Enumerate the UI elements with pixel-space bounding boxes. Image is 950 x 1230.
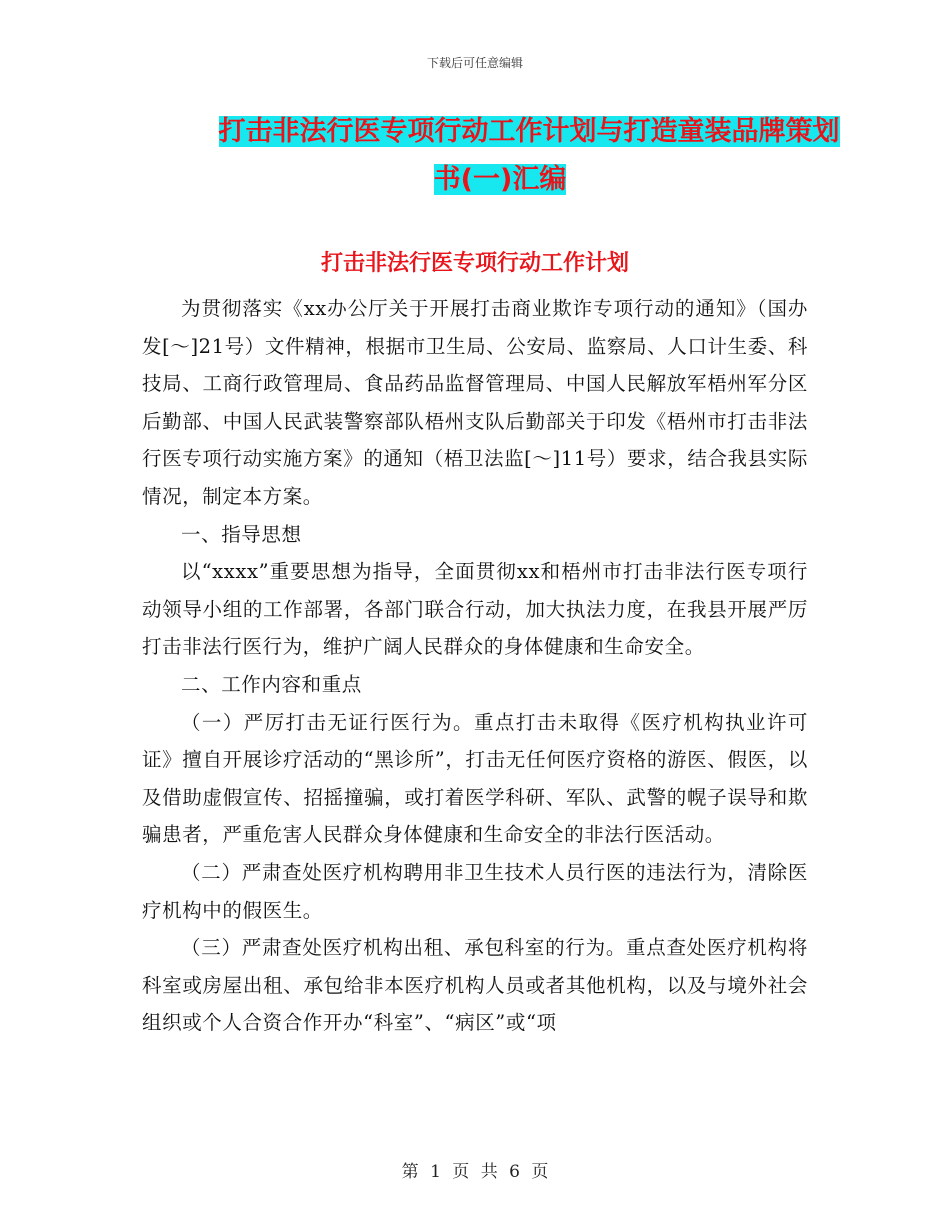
heading-guiding-thought: 一、指导思想 <box>181 522 302 546</box>
paragraph-item-2: （二）严肃查处医疗机构聘用非卫生技术人员行医的违法行为，清除医疗机构中的假医生。 <box>142 860 808 922</box>
document-title-line-2: 书(一)汇编 <box>433 164 567 195</box>
paragraph-item-1: （一）严厉打击无证行医行为。重点打击未取得《医疗机构执业许可证》擅自开展诊疗活动的“黑诊所”，打击无任何医疗资格的游医、假医，以及借助虚假宣传、招摇撞骗，或打着医学科研、军队、武警的幌子误导和欺骗患者，严重危害人民群众身体健康和生命安全的非法行医活动。 <box>142 710 808 847</box>
document-body <box>142 290 808 1042</box>
paragraph-intro: 为贯彻落实《xx办公厅关于开展打击商业欺诈专项行动的通知》（国办发[～]21号）文件精神，根据市卫生局、公安局、监察局、人口计生委、科技局、工商行政管理局、食品药品监督管理局、中国人民解放军梧州军分区后勤部、中国人民武装警察部队梧州支队后勤部关于印发《梧州市打击非法行医专项行动实施方案》的通知（梧卫法监[～]11号）要求，结合我县实际情况，制定本方案。 <box>142 297 808 508</box>
document-title <box>140 108 860 204</box>
paragraph-item-3: （三）严肃查处医疗机构出租、承包科室的行为。重点查处医疗机构将科室或房屋出租、承包给非本医疗机构人员或者其他机构，以及与境外社会组织或个人合资合作开办“科室”、“病区”或“项 <box>142 936 808 1035</box>
header-note: 下载后可任意编辑 <box>426 56 523 70</box>
heading-work-content: 二、工作内容和重点 <box>181 672 362 696</box>
page-number-footer: 第 1 页 共 6 页 <box>401 1162 549 1182</box>
paragraph-guiding-thought: 以“xxxx”重要思想为指导，全面贯彻xx和梧州市打击非法行医专项行动领导小组的工作部署，各部门联合行动，加大执法力度，在我县开展严厉打击非法行医行为，维护广阔人民群众的身体健康和生命安全。 <box>142 560 808 659</box>
section-title: 打击非法行医专项行动工作计划 <box>320 251 629 276</box>
document-title-line-1: 打击非法行医专项行动工作计划与打造童装品牌策划 <box>218 116 840 147</box>
